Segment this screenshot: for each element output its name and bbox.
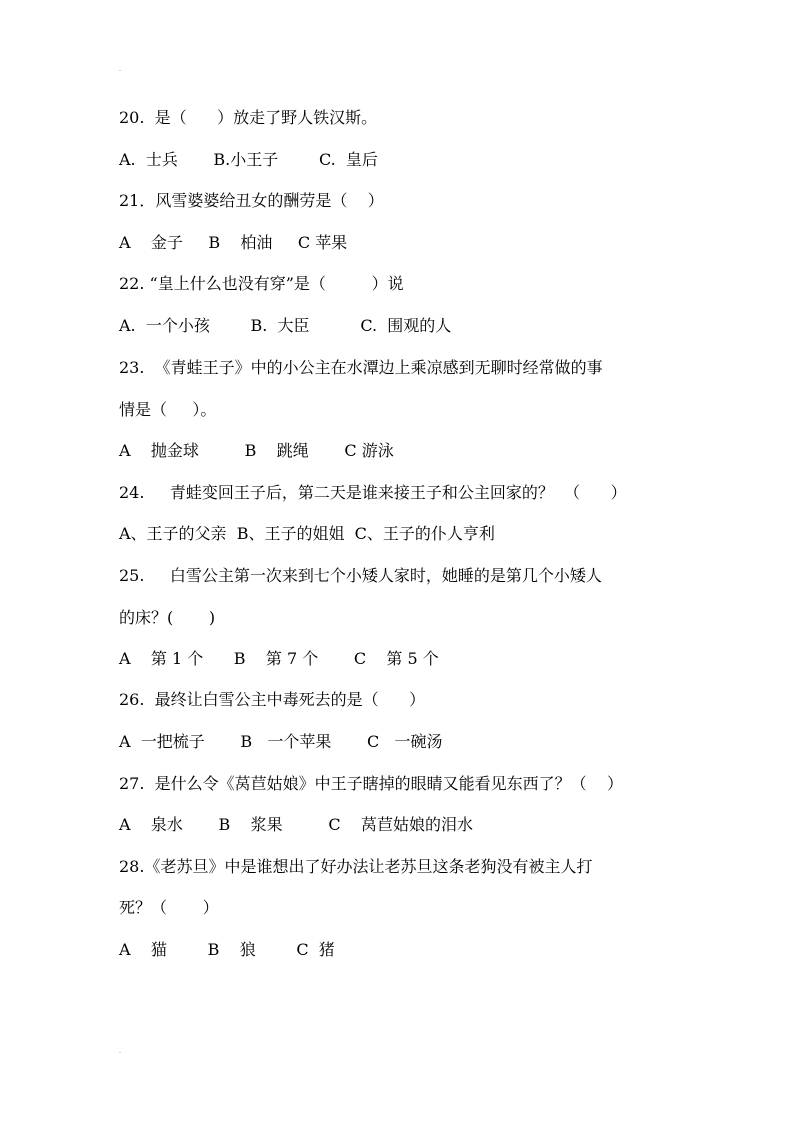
question-26-text: 26. 最终让白雪公主中毒死去的是（ ） [119,690,426,709]
question-24-text: 24. 青蛙变回王子后，第二天是谁来接王子和公主回家的？ （ ） [119,483,627,502]
question-23-text-line-1: 23. 《青蛙王子》中的小公主在水潭边上乘凉感到无聊时经常做的事 [119,358,603,377]
question-21-options: A 金子 B 柏油 C 苹果 [119,233,348,252]
question-23-text-line-2: 情是（ ）。 [119,400,217,419]
page-corner-mark-top: · [119,68,121,74]
question-20-text: 20. 是（ ）放走了野人铁汉斯。 [119,108,378,127]
question-25-text-line-2: 的床？( ) [119,608,216,627]
question-26-options: A 一把梳子 B 一个苹果 C 一碗汤 [119,732,443,751]
question-23-options: A 抛金球 B 跳绳 C 游泳 [119,441,394,460]
page-corner-mark-bottom: · [119,1050,121,1056]
question-22-text: 22. “皇上什么也没有穿”是（ ）说 [119,274,404,293]
question-25-text-line-1: 25. 白雪公主第一次来到七个小矮人家时，她睡的是第几个小矮人 [119,566,602,585]
question-25-options: A 第 1 个 B 第 7 个 C 第 5 个 [119,649,439,668]
question-20-options: A. 士兵 B.小王子 C. 皇后 [119,150,378,169]
question-27-options: A 泉水 B 浆果 C 莴苣姑娘的泪水 [119,815,473,834]
question-21-text: 21．风雪婆婆给丑女的酬劳是（ ） [119,191,384,210]
question-28-text-line-1: 28.《老苏旦》中是谁想出了好办法让老苏旦这条老狗没有被主人打 [119,857,593,876]
question-24-options: A、王子的父亲 B、王子的姐姐 C、王子的仆人亨利 [119,524,495,543]
question-28-options: A 猫 B 狼 C 猪 [119,940,335,959]
question-22-options: A. 一个小孩 B. 大臣 C. 围观的人 [119,316,452,335]
question-28-text-line-2: 死？（ ） [119,898,219,917]
question-27-text: 27. 是什么令《莴苣姑娘》中王子瞎掉的眼睛又能看见东西了？（ ） [119,774,623,793]
